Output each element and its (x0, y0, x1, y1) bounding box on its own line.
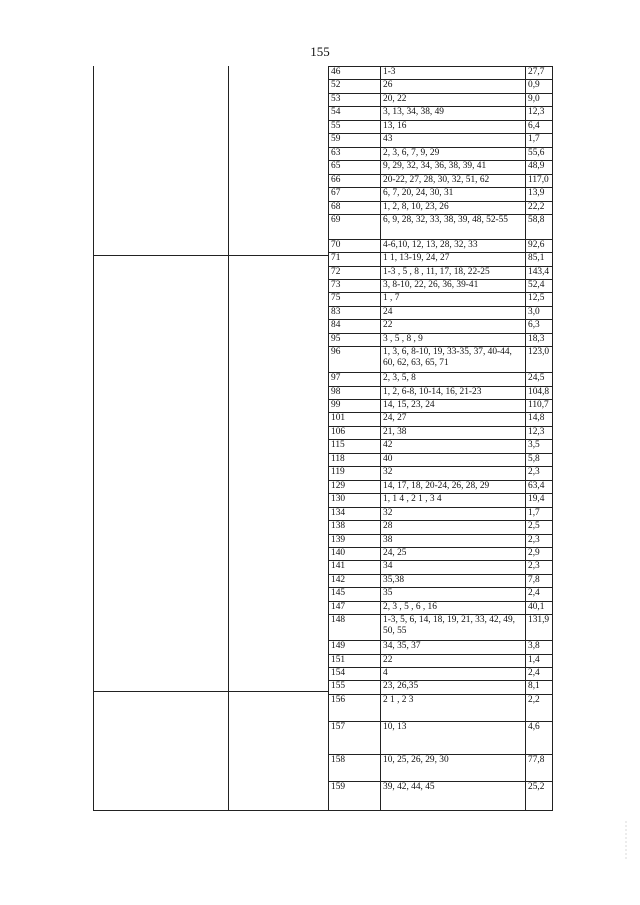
value-cell: 2,3 (526, 534, 553, 547)
row-number-cell: 140 (329, 547, 381, 560)
table-row (329, 386, 553, 399)
items-cell: 3, 8-10, 22, 26, 36, 39-41 (381, 280, 526, 293)
items-cell: 1, 2, 8, 10, 23, 26 (381, 201, 526, 214)
table-row (329, 174, 553, 187)
table-row (329, 333, 553, 346)
table-row (329, 201, 553, 214)
value-cell: 58,8 (526, 214, 553, 239)
table-row (329, 467, 553, 480)
row-number-cell: 96 (329, 347, 381, 373)
table-row (329, 67, 553, 80)
items-cell: 9, 29, 32, 34, 36, 38, 39, 41 (381, 161, 526, 174)
items-cell: 1-3, 5, 6, 14, 18, 19, 21, 33, 42, 49, 50, 55 (381, 615, 526, 641)
row-number-cell: 70 (329, 239, 381, 252)
items-cell: 23, 26,35 (381, 681, 526, 694)
value-cell: 18,3 (526, 333, 553, 346)
items-cell: 10, 25, 26, 29, 30 (381, 755, 526, 782)
items-cell: 14, 17, 18, 20-24, 26, 28, 29 (381, 480, 526, 493)
table-row (329, 440, 553, 453)
table-row (329, 480, 553, 493)
items-cell: 13, 16 (381, 120, 526, 133)
table-row (329, 534, 553, 547)
items-cell: 38 (381, 534, 526, 547)
row-number-cell: 130 (329, 494, 381, 507)
value-cell: 24,5 (526, 373, 553, 386)
margin-marks (624, 820, 628, 860)
table-row (329, 214, 553, 239)
value-cell: 13,9 (526, 188, 553, 201)
left-border (93, 66, 94, 811)
table-row (329, 266, 553, 279)
row-number-cell: 156 (329, 694, 381, 721)
group-divider (93, 691, 328, 692)
value-cell: 12,3 (526, 426, 553, 439)
table-row (329, 521, 553, 534)
table-row (329, 588, 553, 601)
value-cell: 131,9 (526, 615, 553, 641)
items-cell: 1, 3, 6, 8-10, 19, 33-35, 37, 40-44, 60, 62, 63, 65, 71 (381, 347, 526, 373)
row-number-cell: 139 (329, 534, 381, 547)
value-cell: 2,4 (526, 588, 553, 601)
items-cell: 1, 2, 6-8, 10-14, 16, 21-23 (381, 386, 526, 399)
row-number-cell: 141 (329, 561, 381, 574)
value-cell: 63,4 (526, 480, 553, 493)
table-row (329, 694, 553, 721)
table-row (329, 280, 553, 293)
table-row (329, 80, 553, 93)
table-row (329, 654, 553, 667)
row-number-cell: 155 (329, 681, 381, 694)
value-cell: 6,3 (526, 320, 553, 333)
value-cell: 22,2 (526, 201, 553, 214)
row-number-cell: 115 (329, 440, 381, 453)
row-number-cell: 151 (329, 654, 381, 667)
items-cell: 28 (381, 521, 526, 534)
table-row (329, 453, 553, 466)
value-cell: 8,1 (526, 681, 553, 694)
table-row (329, 681, 553, 694)
value-cell: 2,3 (526, 467, 553, 480)
items-cell: 1-3 , 5 , 8 , 11, 17, 18, 22-25 (381, 266, 526, 279)
value-cell: 7,8 (526, 574, 553, 587)
table-row (329, 107, 553, 120)
row-number-cell: 67 (329, 188, 381, 201)
row-number-cell: 99 (329, 400, 381, 413)
items-cell: 34 (381, 561, 526, 574)
table-row (329, 507, 553, 520)
value-cell: 4,6 (526, 721, 553, 755)
items-cell: 4 (381, 667, 526, 680)
value-cell: 5,8 (526, 453, 553, 466)
value-cell: 6,4 (526, 120, 553, 133)
row-number-cell: 65 (329, 161, 381, 174)
table-row (329, 615, 553, 641)
table-row (329, 547, 553, 560)
row-number-cell: 53 (329, 93, 381, 106)
items-cell: 43 (381, 134, 526, 147)
value-cell: 143,4 (526, 266, 553, 279)
row-number-cell: 142 (329, 574, 381, 587)
row-number-cell: 69 (329, 214, 381, 239)
row-number-cell: 157 (329, 721, 381, 755)
value-cell: 1,7 (526, 134, 553, 147)
table-row (329, 373, 553, 386)
value-cell: 14,8 (526, 413, 553, 426)
row-number-cell: 46 (329, 67, 381, 80)
table-row (329, 494, 553, 507)
value-cell: 12,3 (526, 107, 553, 120)
table-row (329, 120, 553, 133)
table-row (329, 601, 553, 614)
items-cell: 2, 3 , 5 , 6 , 16 (381, 601, 526, 614)
value-cell: 1,4 (526, 654, 553, 667)
row-number-cell: 59 (329, 134, 381, 147)
table-row (329, 293, 553, 306)
items-cell: 2, 3, 6, 7, 9, 29 (381, 147, 526, 160)
table-row (329, 161, 553, 174)
items-cell: 1 , 7 (381, 293, 526, 306)
row-number-cell: 75 (329, 293, 381, 306)
table-row (329, 721, 553, 755)
row-number-cell: 84 (329, 320, 381, 333)
value-cell: 85,1 (526, 253, 553, 266)
row-number-cell: 83 (329, 306, 381, 319)
row-number-cell: 129 (329, 480, 381, 493)
items-cell: 1, 1 4 , 2 1 , 3 4 (381, 494, 526, 507)
row-number-cell: 119 (329, 467, 381, 480)
row-number-cell: 159 (329, 782, 381, 811)
row-number-cell: 148 (329, 615, 381, 641)
value-cell: 2,9 (526, 547, 553, 560)
items-cell: 20, 22 (381, 93, 526, 106)
items-cell: 2, 3, 5, 8 (381, 373, 526, 386)
table-row (329, 253, 553, 266)
items-cell: 4-6,10, 12, 13, 28, 32, 33 (381, 239, 526, 252)
table-row (329, 426, 553, 439)
value-cell: 2,2 (526, 694, 553, 721)
row-number-cell: 118 (329, 453, 381, 466)
row-number-cell: 97 (329, 373, 381, 386)
items-cell: 1-3 (381, 67, 526, 80)
table-row (329, 239, 553, 252)
row-number-cell: 106 (329, 426, 381, 439)
row-number-cell: 154 (329, 667, 381, 680)
row-number-cell: 55 (329, 120, 381, 133)
row-number-cell: 71 (329, 253, 381, 266)
items-cell: 3 , 5 , 8 , 9 (381, 333, 526, 346)
table-row (329, 320, 553, 333)
value-cell: 9,0 (526, 93, 553, 106)
items-cell: 2 1 , 2 3 (381, 694, 526, 721)
table-row (329, 400, 553, 413)
items-cell: 32 (381, 507, 526, 520)
column-divider (228, 66, 229, 811)
row-number-cell: 54 (329, 107, 381, 120)
items-cell: 24, 27 (381, 413, 526, 426)
value-cell: 3,5 (526, 440, 553, 453)
items-cell: 35 (381, 588, 526, 601)
table-row (329, 574, 553, 587)
items-cell: 22 (381, 320, 526, 333)
value-cell: 25,2 (526, 782, 553, 811)
table-row (329, 93, 553, 106)
data-table (328, 66, 553, 811)
items-cell: 20-22, 27, 28, 30, 32, 51, 62 (381, 174, 526, 187)
value-cell: 27,7 (526, 67, 553, 80)
table-row (329, 561, 553, 574)
table-row (329, 147, 553, 160)
value-cell: 2,5 (526, 521, 553, 534)
items-cell: 10, 13 (381, 721, 526, 755)
items-cell: 32 (381, 467, 526, 480)
row-number-cell: 98 (329, 386, 381, 399)
value-cell: 110,7 (526, 400, 553, 413)
value-cell: 3,8 (526, 641, 553, 654)
table-row (329, 413, 553, 426)
value-cell: 19,4 (526, 494, 553, 507)
items-cell: 3, 13, 34, 38, 49 (381, 107, 526, 120)
value-cell: 0,9 (526, 80, 553, 93)
row-number-cell: 95 (329, 333, 381, 346)
table-row (329, 134, 553, 147)
row-number-cell: 101 (329, 413, 381, 426)
row-number-cell: 158 (329, 755, 381, 782)
items-cell: 24 (381, 306, 526, 319)
items-cell: 40 (381, 453, 526, 466)
page-number: 155 (310, 44, 330, 59)
bottom-border (93, 810, 328, 811)
table-row (329, 306, 553, 319)
table-row (329, 782, 553, 811)
value-cell: 2,4 (526, 667, 553, 680)
row-number-cell: 63 (329, 147, 381, 160)
items-cell: 34, 35, 37 (381, 641, 526, 654)
value-cell: 117,0 (526, 174, 553, 187)
table-row (329, 755, 553, 782)
value-cell: 77,8 (526, 755, 553, 782)
items-cell: 42 (381, 440, 526, 453)
items-cell: 26 (381, 80, 526, 93)
table-row (329, 347, 553, 373)
items-cell: 21, 38 (381, 426, 526, 439)
table-row (329, 641, 553, 654)
value-cell: 1,7 (526, 507, 553, 520)
value-cell: 3,0 (526, 306, 553, 319)
value-cell: 52,4 (526, 280, 553, 293)
table-row (329, 667, 553, 680)
row-number-cell: 149 (329, 641, 381, 654)
items-cell: 14, 15, 23, 24 (381, 400, 526, 413)
value-cell: 12,5 (526, 293, 553, 306)
row-number-cell: 68 (329, 201, 381, 214)
row-number-cell: 134 (329, 507, 381, 520)
row-number-cell: 52 (329, 80, 381, 93)
value-cell: 2,3 (526, 561, 553, 574)
row-number-cell: 145 (329, 588, 381, 601)
row-number-cell: 138 (329, 521, 381, 534)
row-number-cell: 72 (329, 266, 381, 279)
items-cell: 39, 42, 44, 45 (381, 782, 526, 811)
items-cell: 35,38 (381, 574, 526, 587)
table-row (329, 188, 553, 201)
value-cell: 48,9 (526, 161, 553, 174)
value-cell: 104,8 (526, 386, 553, 399)
value-cell: 123,0 (526, 347, 553, 373)
row-number-cell: 147 (329, 601, 381, 614)
table-frame (93, 66, 552, 811)
value-cell: 92,6 (526, 239, 553, 252)
items-cell: 22 (381, 654, 526, 667)
items-cell: 1 1, 13-19, 24, 27 (381, 253, 526, 266)
row-number-cell: 73 (329, 280, 381, 293)
items-cell: 6, 7, 20, 24, 30, 31 (381, 188, 526, 201)
value-cell: 40,1 (526, 601, 553, 614)
items-cell: 24, 25 (381, 547, 526, 560)
row-number-cell: 66 (329, 174, 381, 187)
group-divider (93, 255, 328, 256)
value-cell: 55,6 (526, 147, 553, 160)
items-cell: 6, 9, 28, 32, 33, 38, 39, 48, 52-55 (381, 214, 526, 239)
